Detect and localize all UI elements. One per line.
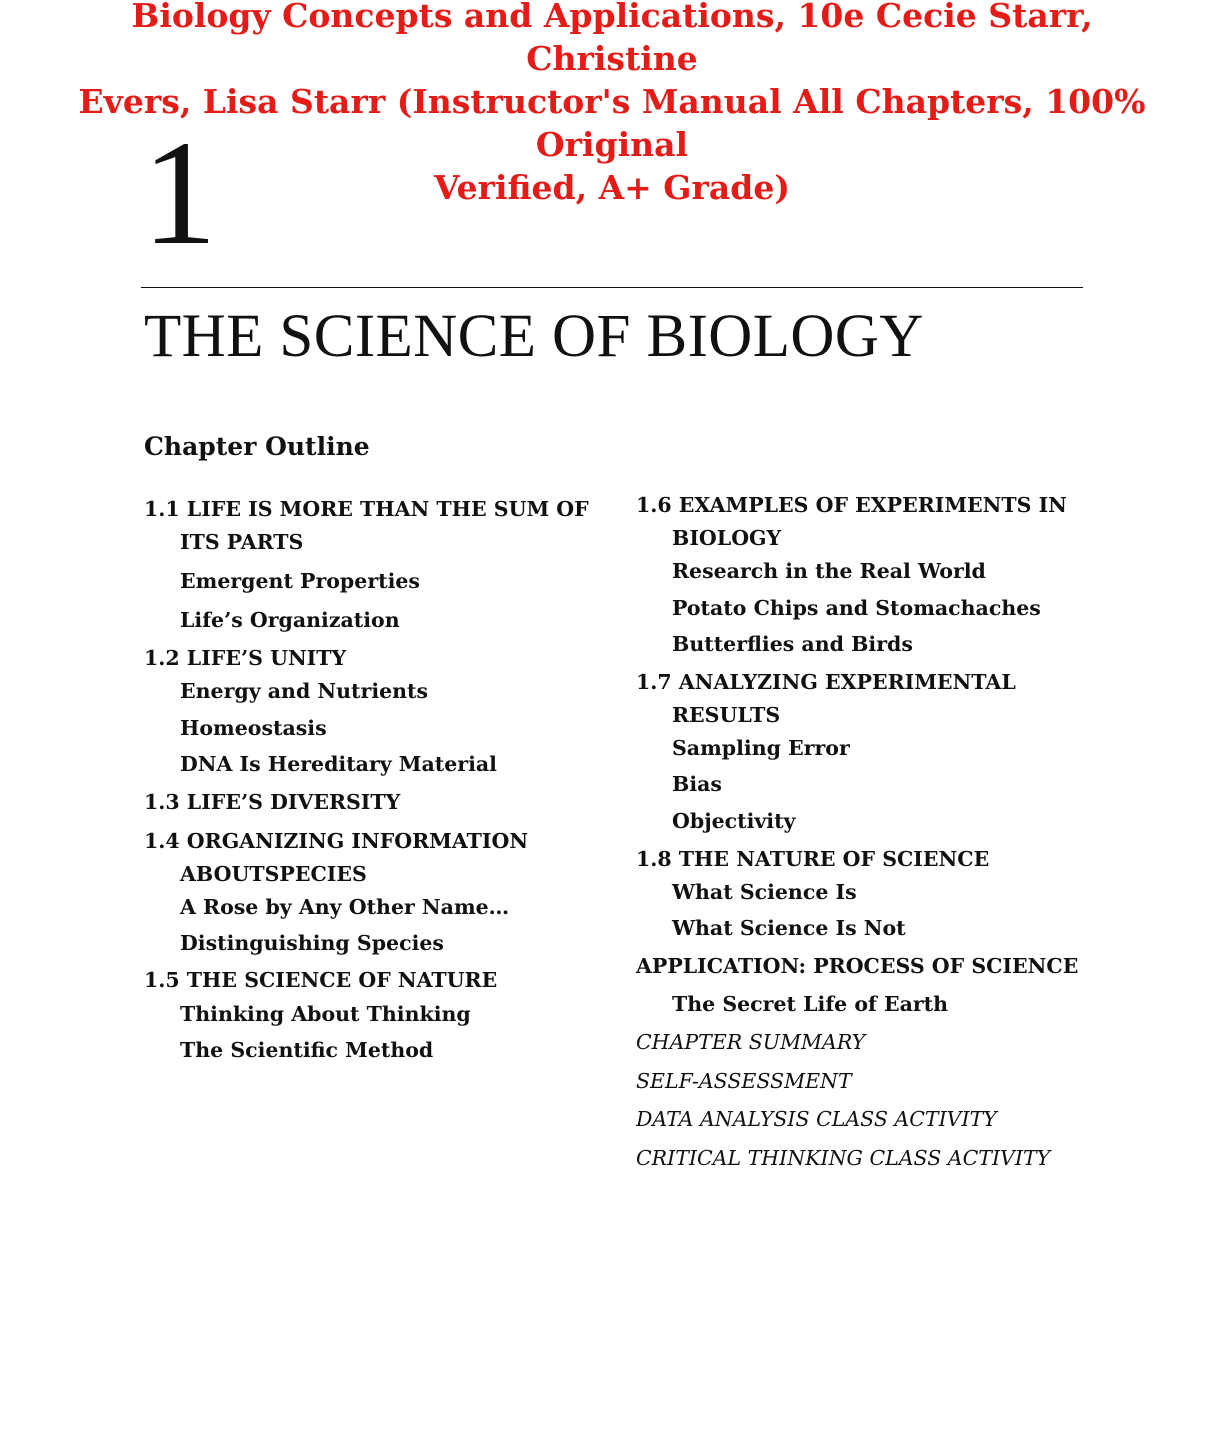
outline-subsection: Bias — [672, 772, 722, 796]
chapter-divider — [141, 287, 1083, 288]
outline-subsection: Homeostasis — [180, 716, 327, 740]
outline-subsection: Distinguishing Species — [180, 931, 444, 955]
outline-extra-item: SELF-ASSESSMENT — [636, 1069, 852, 1093]
banner-line-1: Biology Concepts and Applications, 10e Cecie Starr, Christine — [131, 0, 1093, 78]
outline-subsection: Research in the Real World — [672, 559, 986, 583]
outline-subsection: Emergent Properties — [180, 569, 420, 593]
outline-subsection: Life’s Organization — [180, 608, 400, 632]
outline-subsection: Sampling Error — [672, 736, 850, 760]
outline-subsection: Thinking About Thinking — [180, 1002, 471, 1026]
outline-subsection: What Science Is Not — [672, 916, 906, 940]
outline-section: 1.7 ANALYZING EXPERIMENTAL RESULTS — [636, 670, 1016, 727]
outline-subsection: The Secret Life of Earth — [672, 992, 949, 1016]
outline-section: APPLICATION: PROCESS OF SCIENCE — [636, 954, 1079, 978]
chapter-number: 1 — [142, 110, 217, 276]
outline-section: 1.4 ORGANIZING INFORMATION ABOUTSPECIES — [144, 829, 529, 886]
outline-section: 1.6 EXAMPLES OF EXPERIMENTS IN BIOLOGY — [636, 493, 1067, 550]
outline-subsection: Energy and Nutrients — [180, 679, 429, 703]
outline-subsection: Objectivity — [672, 809, 796, 833]
outline-subsection: Potato Chips and Stomachaches — [672, 596, 1041, 620]
banner-line-3: Verified, A+ Grade) — [434, 168, 790, 207]
outline-subsection: A Rose by Any Other Name… — [180, 895, 510, 919]
chapter-title: THE SCIENCE OF BIOLOGY — [144, 303, 924, 370]
outline-column-left — [144, 493, 604, 1067]
outline-subsection: Butterflies and Birds — [672, 632, 913, 656]
outline-section: 1.5 THE SCIENCE OF NATURE — [144, 968, 498, 992]
outline-section: 1.2 LIFE’S UNITY — [144, 646, 347, 670]
outline-extra-item: CHAPTER SUMMARY — [636, 1030, 866, 1054]
outline-section: 1.3 LIFE’S DIVERSITY — [144, 790, 401, 814]
outline-subsection: What Science Is — [672, 880, 857, 904]
document-banner — [60, 0, 1164, 209]
outline-extra-item: DATA ANALYSIS CLASS ACTIVITY — [636, 1107, 997, 1131]
outline-extra-item: CRITICAL THINKING CLASS ACTIVITY — [636, 1146, 1051, 1170]
outline-subsection: The Scientific Method — [180, 1038, 434, 1062]
outline-section: 1.1 LIFE IS MORE THAN THE SUM OF ITS PARTS — [144, 497, 589, 554]
outline-section: 1.8 THE NATURE OF SCIENCE — [636, 847, 990, 871]
outline-subsection: DNA Is Hereditary Material — [180, 752, 497, 776]
outline-heading: Chapter Outline — [144, 432, 370, 461]
banner-line-2: Evers, Lisa Starr (Instructor's Manual All Chapters, 100% Original — [78, 82, 1146, 164]
outline-column-right — [636, 489, 1096, 1175]
